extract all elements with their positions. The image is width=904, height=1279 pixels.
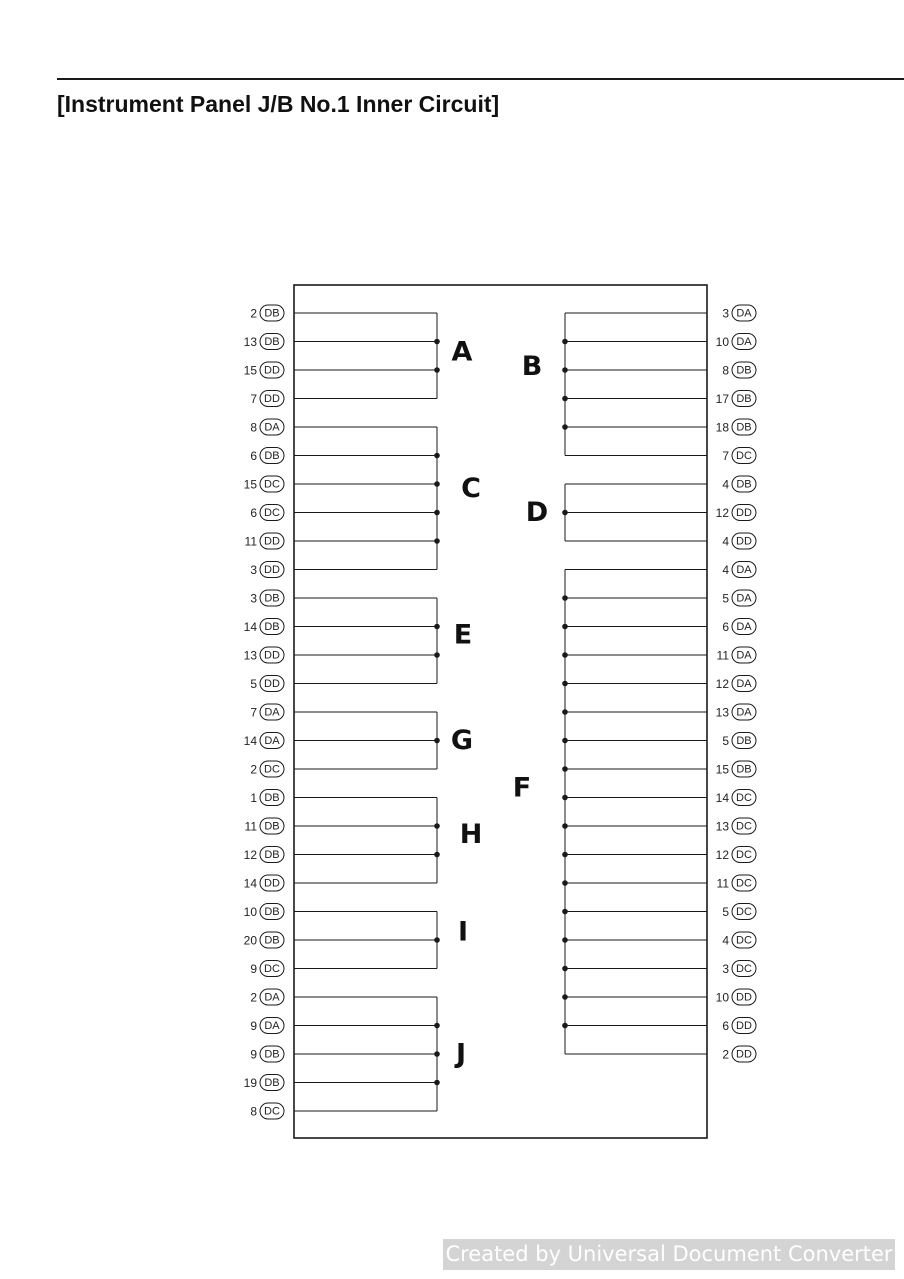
- connector-code: DB: [736, 364, 752, 377]
- junction-dot: [434, 652, 440, 658]
- junction-dot: [562, 994, 568, 1000]
- circuit-label-c: C: [461, 472, 481, 504]
- junction-dot: [434, 1051, 440, 1057]
- connector-code: DA: [736, 564, 752, 576]
- pin-right-5: [722, 448, 756, 464]
- pin-left-1: [244, 334, 284, 350]
- connector-code: DA: [736, 706, 752, 719]
- junction-dot: [562, 795, 568, 801]
- pin-left-6: [244, 476, 284, 492]
- connector-code: DD: [264, 364, 280, 377]
- pin-number: 7: [722, 449, 729, 463]
- junction-dot: [562, 367, 568, 373]
- junction-dot: [562, 424, 568, 430]
- connector-code: DB: [264, 820, 280, 833]
- pin-right-16: [716, 761, 756, 777]
- junction-dot: [562, 595, 568, 601]
- pin-number: 3: [250, 591, 257, 606]
- pin-left-26: [250, 1046, 284, 1062]
- circuit-label-i: I: [457, 916, 469, 948]
- pin-right-6: [722, 476, 756, 492]
- pin-number: 1: [250, 791, 257, 805]
- pin-right-14: [716, 704, 756, 720]
- pin-number: 13: [243, 648, 257, 663]
- pin-left-9: [250, 562, 284, 578]
- pin-number: 13: [715, 819, 729, 834]
- pin-number: 4: [722, 534, 729, 549]
- circuit-label-h: H: [459, 818, 483, 850]
- connector-code: DB: [264, 450, 280, 462]
- pin-left-2: [244, 362, 284, 378]
- connector-code: DC: [264, 763, 280, 776]
- connector-code: DD: [264, 649, 280, 662]
- connector-code: DC: [736, 849, 752, 861]
- connector-code: DD: [264, 393, 280, 405]
- pin-right-11: [722, 619, 756, 635]
- junction-dot: [562, 937, 568, 943]
- connector-code: DB: [264, 1048, 280, 1061]
- pin-right-2: [722, 362, 756, 378]
- junction-dot: [562, 823, 568, 829]
- pin-number: 2: [722, 1047, 729, 1062]
- connector-code: DC: [264, 963, 280, 975]
- wires-layer: [294, 313, 707, 1111]
- connector-code: DD: [736, 1020, 752, 1032]
- pin-left-18: [245, 818, 284, 834]
- connector-code: DB: [264, 336, 280, 348]
- pin-left-28: [250, 1103, 284, 1119]
- pin-left-17: [250, 790, 284, 806]
- pin-number: 11: [716, 876, 729, 891]
- junction-dot: [562, 880, 568, 886]
- pin-number: 9: [250, 1019, 257, 1033]
- pin-number: 6: [250, 506, 257, 520]
- pin-right-19: [716, 847, 756, 863]
- connector-code: DC: [736, 820, 752, 833]
- junction-dot: [562, 681, 568, 687]
- junction-dot: [434, 738, 440, 744]
- pin-right-0: [722, 305, 756, 321]
- pin-number: 7: [250, 705, 257, 720]
- pin-number: 12: [715, 506, 729, 520]
- connector-code: DD: [736, 507, 752, 519]
- connector-code: DD: [736, 991, 752, 1004]
- junction-dot: [434, 538, 440, 544]
- pin-number: 4: [722, 477, 729, 492]
- junction-dot: [562, 966, 568, 972]
- pin-number: 14: [243, 734, 257, 748]
- pin-number: 18: [715, 420, 729, 435]
- pin-number: 8: [250, 420, 257, 435]
- connector-code: DA: [264, 1020, 280, 1032]
- pin-number: 13: [715, 705, 729, 720]
- junction-dot: [562, 624, 568, 630]
- connector-code: DA: [264, 735, 280, 747]
- connector-code: DB: [264, 849, 280, 861]
- circuit-label-g: G: [450, 725, 474, 756]
- pin-left-11: [244, 619, 284, 635]
- pin-number: 8: [250, 1104, 257, 1119]
- junction-dot: [434, 1080, 440, 1086]
- circuit-labels-layer: [451, 336, 548, 1069]
- connector-code: DA: [264, 421, 280, 434]
- pin-left-0: [250, 305, 284, 321]
- pin-number: 10: [243, 905, 257, 919]
- connector-code: DA: [736, 307, 752, 320]
- connector-code: DA: [264, 706, 280, 719]
- pin-number: 12: [715, 677, 729, 691]
- connector-code: DB: [264, 592, 280, 605]
- pin-right-21: [722, 904, 756, 920]
- pin-number: 6: [250, 449, 257, 463]
- pin-number: 15: [715, 762, 729, 777]
- pin-number: 11: [244, 534, 257, 549]
- pin-right-7: [716, 505, 756, 521]
- pin-number: 8: [722, 363, 729, 378]
- pin-number: 12: [243, 848, 257, 862]
- pin-right-22: [722, 932, 756, 948]
- pin-left-20: [244, 875, 284, 891]
- pin-number: 11: [244, 819, 257, 834]
- pin-number: 14: [715, 791, 729, 805]
- junction-dot: [434, 1023, 440, 1029]
- pin-number: 3: [722, 306, 729, 321]
- pin-right-23: [722, 961, 756, 977]
- junction-dot: [562, 852, 568, 858]
- pin-left-14: [250, 704, 284, 720]
- junction-dot: [434, 339, 440, 345]
- pin-number: 15: [243, 477, 257, 492]
- junction-dot: [434, 937, 440, 943]
- pin-number: 6: [722, 1019, 729, 1033]
- pin-number: 19: [243, 1076, 257, 1090]
- pin-right-24: [716, 989, 756, 1005]
- pin-left-15: [244, 733, 284, 749]
- pin-right-9: [722, 562, 756, 578]
- connector-code: DC: [736, 906, 752, 918]
- connector-code: DA: [264, 991, 280, 1004]
- pin-left-25: [250, 1018, 284, 1034]
- connector-code: DC: [736, 877, 752, 890]
- pin-right-8: [722, 533, 756, 549]
- connector-code: DC: [736, 450, 752, 462]
- pin-number: 9: [250, 1047, 257, 1062]
- junction-dot: [562, 766, 568, 772]
- pin-number: 5: [250, 677, 257, 691]
- pin-left-7: [250, 505, 284, 521]
- pin-left-10: [250, 590, 284, 606]
- connector-code: DB: [736, 421, 752, 434]
- junction-dot: [434, 367, 440, 373]
- pin-number: 10: [715, 990, 729, 1005]
- pin-number: 5: [722, 734, 729, 748]
- pin-number: 2: [250, 762, 257, 777]
- junction-dot: [434, 823, 440, 829]
- pin-right-13: [716, 676, 756, 692]
- pin-right-17: [716, 790, 756, 806]
- connector-code: DA: [736, 336, 752, 348]
- junction-dot: [434, 624, 440, 630]
- pin-number: 2: [250, 306, 257, 321]
- connector-code: DD: [736, 1048, 752, 1061]
- junction-dot: [562, 339, 568, 345]
- pin-number: 17: [715, 392, 729, 406]
- junction-dot: [434, 453, 440, 459]
- pin-number: 14: [243, 876, 257, 891]
- junction-dot: [562, 738, 568, 744]
- connector-code: DB: [264, 307, 280, 320]
- pin-number: 2: [250, 990, 257, 1005]
- pin-number: 13: [243, 335, 257, 349]
- pin-number: 5: [722, 591, 729, 606]
- circuit-label-j: J: [455, 1038, 467, 1070]
- pin-number: 4: [722, 563, 729, 577]
- junction-dot: [434, 510, 440, 516]
- pin-right-12: [717, 647, 756, 663]
- connector-code: DD: [264, 678, 280, 690]
- pin-number: 6: [722, 620, 729, 634]
- junction-dot: [562, 510, 568, 516]
- connector-code: DC: [736, 963, 752, 975]
- junction-dots-layer: [434, 339, 568, 1086]
- circuit-label-a: A: [451, 336, 473, 368]
- circuit-label-b: B: [521, 350, 543, 382]
- connector-code: DB: [264, 621, 280, 633]
- pin-number: 3: [250, 563, 257, 577]
- connector-code: DB: [264, 1077, 280, 1089]
- connector-code: DC: [264, 1105, 280, 1118]
- pin-left-24: [250, 989, 284, 1005]
- pin-left-12: [244, 647, 284, 663]
- pin-left-19: [244, 847, 284, 863]
- pin-left-13: [250, 676, 284, 692]
- pin-number: 14: [243, 620, 257, 634]
- connector-code: DC: [264, 478, 280, 491]
- pin-left-3: [250, 391, 284, 407]
- junction-dot: [562, 652, 568, 658]
- pin-right-1: [716, 334, 756, 350]
- connector-code: DB: [736, 735, 752, 747]
- connector-code: DB: [736, 478, 752, 491]
- page-title: [Instrument Panel J/B No.1 Inner Circuit]: [57, 91, 500, 117]
- pin-left-27: [244, 1075, 284, 1091]
- pin-number: 4: [722, 933, 729, 948]
- pin-right-20: [717, 875, 756, 891]
- connector-code: DC: [736, 934, 752, 947]
- pin-number: 12: [715, 848, 729, 862]
- junction-dot: [562, 1023, 568, 1029]
- junction-dot: [562, 909, 568, 915]
- pin-left-21: [244, 904, 284, 920]
- connector-code: DA: [736, 649, 752, 662]
- circuit-label-e: E: [453, 619, 473, 651]
- pin-number: 3: [722, 962, 729, 976]
- pin-number: 15: [243, 363, 257, 378]
- connector-code: DD: [264, 877, 280, 890]
- connector-code: DD: [264, 564, 280, 576]
- junction-dot: [434, 481, 440, 487]
- connector-code: DC: [736, 792, 752, 804]
- pin-right-26: [722, 1046, 756, 1062]
- pin-number: 7: [250, 392, 257, 406]
- pin-right-18: [716, 818, 756, 834]
- connector-code: DB: [264, 934, 280, 947]
- circuit-label-f: F: [512, 772, 532, 804]
- connector-code: DA: [736, 621, 752, 633]
- pin-number: 11: [716, 648, 729, 663]
- pin-left-4: [250, 419, 284, 435]
- connector-code: DA: [736, 592, 752, 605]
- pin-right-25: [722, 1018, 756, 1034]
- circuit-label-d: D: [525, 497, 549, 528]
- connector-code: DD: [736, 535, 752, 548]
- pin-right-3: [716, 391, 756, 407]
- pin-right-15: [722, 733, 756, 749]
- junction-dot: [562, 709, 568, 715]
- connector-code: DC: [264, 507, 280, 519]
- pin-left-23: [250, 961, 284, 977]
- pin-right-10: [722, 590, 756, 606]
- watermark: Created by Universal Document Converter: [443, 1239, 895, 1270]
- pin-left-22: [244, 932, 284, 948]
- connector-code: DB: [736, 763, 752, 776]
- connector-code: DB: [264, 906, 280, 918]
- pin-number: 10: [715, 335, 729, 349]
- connector-code: DD: [264, 535, 280, 548]
- connector-code: DA: [736, 678, 752, 690]
- pin-number: 9: [250, 962, 257, 976]
- pin-left-16: [250, 761, 284, 777]
- pin-number: 5: [722, 905, 729, 919]
- junction-dot: [434, 852, 440, 858]
- connector-code: DB: [736, 393, 752, 405]
- connector-code: DB: [264, 792, 280, 804]
- pin-left-8: [245, 533, 284, 549]
- junction-dot: [562, 396, 568, 402]
- pin-number: 20: [243, 933, 257, 948]
- pin-right-4: [716, 419, 756, 435]
- pin-left-5: [250, 448, 284, 464]
